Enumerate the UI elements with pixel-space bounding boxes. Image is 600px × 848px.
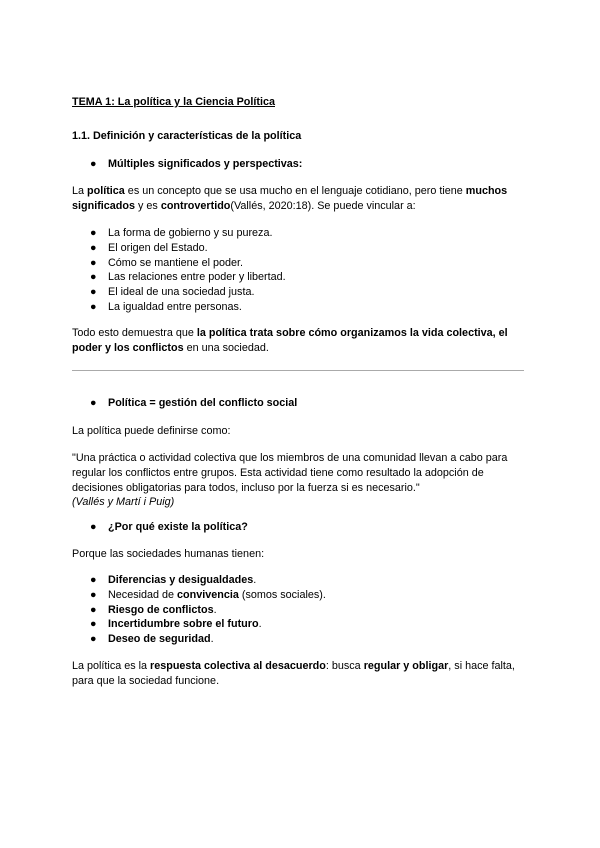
list-item	[72, 588, 528, 603]
bullet-dot: ●	[90, 397, 97, 409]
bullet-dot: ●	[90, 227, 97, 239]
bullet-dot: ●	[90, 633, 97, 646]
bullet-dot: ●	[90, 286, 97, 299]
paragraph-final	[72, 659, 528, 689]
bold-text: Diferencias y desigualdades	[108, 574, 254, 586]
bold-text: Riesgo de conflictos	[108, 603, 214, 616]
text-run: (somos sociales).	[238, 588, 326, 601]
bullet-dot: ●	[90, 521, 97, 533]
bullet-heading-text: Múltiples significados y perspectivas:	[108, 158, 303, 170]
bullet-heading-text: Política = gestión del conflicto social	[108, 397, 298, 409]
text-run: .	[213, 603, 217, 616]
list-item	[72, 256, 528, 271]
list-item	[72, 603, 528, 618]
text-run: : busca	[325, 660, 364, 672]
text-run: en una sociedad.	[183, 341, 269, 354]
paragraph-conclusion	[72, 326, 528, 356]
text-run: Necesidad de	[108, 588, 178, 601]
bold-text: convivencia	[177, 588, 239, 601]
list-item	[72, 226, 528, 241]
list-item-text: El origen del Estado.	[108, 241, 208, 254]
paragraph-porque: Porque las sociedades humanas tienen:	[72, 548, 265, 560]
bold-text: muchos significados	[72, 185, 508, 212]
list-item	[72, 285, 528, 300]
bullet-dot: ●	[90, 618, 97, 631]
bullet-heading-text: ¿Por qué existe la política?	[108, 521, 248, 533]
bold-text: política	[87, 185, 125, 197]
bold-text: Deseo de seguridad	[108, 633, 211, 646]
bold-text: Incertidumbre sobre el futuro	[108, 618, 259, 631]
paragraph-intro	[72, 184, 528, 214]
bold-text: controvertido	[160, 199, 231, 212]
list-item	[72, 270, 528, 285]
list-item-text: Las relaciones entre poder y libertad.	[108, 271, 286, 284]
text-run: .	[258, 618, 262, 631]
list-item-text: El ideal de una sociedad justa.	[108, 286, 255, 299]
quote-source: (Vallés y Martí i Puig)	[72, 496, 175, 508]
section-heading: 1.1. Definición y características de la política	[72, 130, 302, 142]
text-run: es un concepto que se usa mucho en el lenguaje cotidiano, pero tiene	[124, 185, 466, 197]
list-item	[72, 573, 528, 588]
bullet-dot: ●	[90, 256, 97, 269]
list-item-text: Cómo se mantiene el poder.	[108, 256, 244, 269]
list-item	[72, 617, 528, 632]
page-title: TEMA 1: La política y la Ciencia Política	[72, 96, 275, 108]
quote-definition: "Una práctica o actividad colectiva que los miembros de una comunidad llevan a cabo para regular los conflictos entre grupos. Esta actividad tiene como resultado la adopción de decisiones obligatorias para todos, incluso por la fuerza si es necesario."	[72, 452, 508, 494]
text-run: .	[253, 574, 257, 586]
text-run: y es	[135, 199, 161, 212]
list-vinculos	[72, 226, 528, 315]
text-run: Todo esto demuestra que	[72, 327, 197, 339]
bold-text: respuesta colectiva al desacuerdo	[150, 660, 326, 672]
paragraph-definicion: La política puede definirse como:	[72, 425, 231, 437]
bullet-dot: ●	[90, 588, 97, 601]
text-run: , si hace falta, para que la sociedad funcione.	[72, 660, 515, 687]
divider	[72, 370, 524, 371]
list-item-text: La igualdad entre personas.	[108, 300, 242, 313]
bullet-dot: ●	[90, 241, 97, 254]
list-razones	[72, 573, 528, 647]
bullet-dot: ●	[90, 574, 97, 586]
text-run: La política es la	[72, 660, 151, 672]
text-run: (Vallés, 2020:18). Se puede vincular a:	[230, 199, 416, 212]
list-item	[72, 241, 528, 256]
bullet-dot: ●	[90, 271, 97, 284]
list-item	[72, 300, 528, 315]
bold-text: la política trata sobre cómo organizamos la vida colectiva, el poder y los conflictos	[72, 327, 508, 354]
text-run: .	[210, 633, 214, 646]
text-run: La	[72, 185, 88, 197]
bold-text: regular y obligar	[363, 660, 449, 672]
bullet-dot: ●	[90, 300, 97, 313]
bullet-dot: ●	[90, 158, 97, 170]
bullet-dot: ●	[90, 603, 97, 616]
list-item	[72, 632, 528, 647]
list-item-text: La forma de gobierno y su pureza.	[108, 227, 273, 239]
